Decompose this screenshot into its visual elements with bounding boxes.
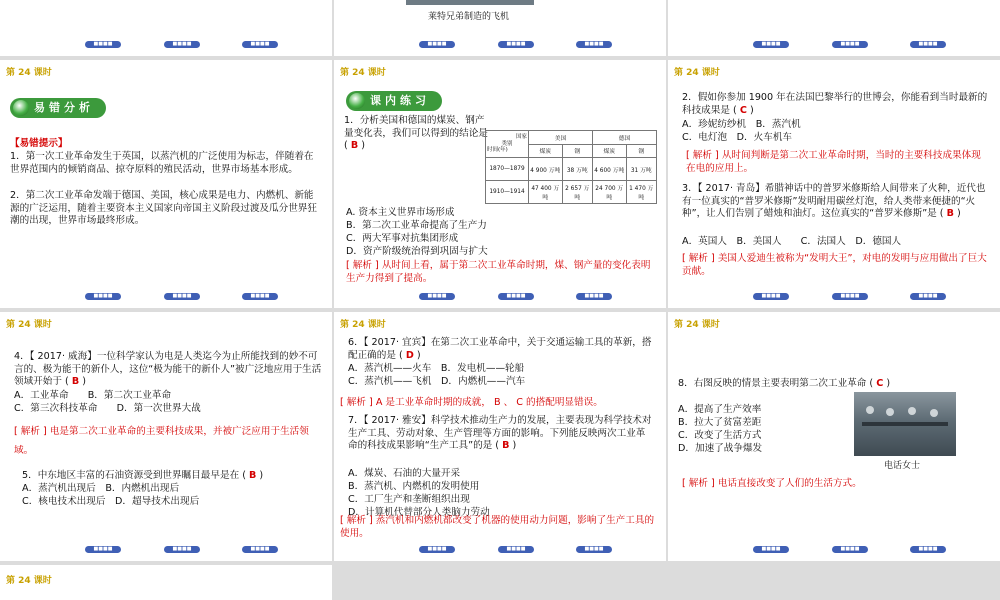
nav-next-button[interactable]: ■■■■ [242,41,278,48]
slide-top-middle [334,0,666,56]
nav-home-button[interactable]: ■■■■ [498,293,534,300]
q4-options-row-1: A．工业革命 B．第二次工业革命 [14,390,172,401]
tip-paragraph-1: 1．第一次工业革命发生于英国，以蒸汽机的广泛使用为标志，伴随着在世界范围内的倾销商品、掠夺原料的殖民活动，世界市场基本形成。 [10,151,314,175]
nav-next-button[interactable]: ■■■■ [910,293,946,300]
q7-option-b: B．蒸汽机、内燃机的发明使用 [348,481,480,492]
slide-nav [668,41,1000,51]
nav-next-button[interactable]: ■■■■ [910,546,946,553]
value-cell: 24 700 万吨 [592,181,626,204]
period-cell: 1910—1914 [486,181,529,204]
tip-title: 【易错提示】 [10,138,68,149]
question-1: 1．分析美国和德国的煤炭、钢产量变化表，我们可以得到的结论是 ( B ) [344,115,488,152]
q8-option-b: B．拉大了贫富差距 [678,417,762,428]
nav-next-button[interactable]: ■■■■ [910,41,946,48]
option-c: C．两大军事对抗集团形成 [346,233,459,244]
airplane-caption: 莱特兄弟制造的飞机 [428,12,510,22]
q7-option-c: C．工厂生产和垄断组织出现 [348,494,470,505]
answer: B [350,140,359,152]
slide-bottom-left [0,565,332,600]
question-6: 6．【 2017· 宜宾】在第二次工业革命中，关于交通运输工具的革新，搭配正确的是 ( D ) [348,337,652,361]
slide-error-analysis [0,60,332,308]
slide-q6-q7 [334,312,666,561]
q7-analysis: [ 解析 ] 蒸汽机和内燃机都改变了机器的使用动力问题，影响了生产工具的使用。 [340,515,655,539]
section-header-practice [346,91,442,111]
q8-option-c: C．改变了生活方式 [678,430,762,441]
nav-home-button[interactable]: ■■■■ [164,546,200,553]
q6-options-row-2: C．蒸汽机——飞机 D．内燃机——汽车 [348,376,526,387]
slide-top-left [0,0,332,56]
nav-home-button[interactable]: ■■■■ [164,41,200,48]
lesson-label: 第 24 课时 [674,68,720,78]
nav-home-button[interactable]: ■■■■ [832,546,868,553]
answer: B [946,208,954,220]
question-7: 7．【 2017· 雅安】科学技术推动生产力的发展，主要表现为科学技术对生产工具、劳动对象、生产管理等方面的影响。下列能反映两次工业革命的科技成果影响“生产工具”的是 ( B ) [348,415,652,452]
slide-practice [334,60,666,308]
q2-options-row-2: C．电灯泡 D．火车机车 [682,132,793,143]
section-title: 易错分析 [34,101,94,114]
option-b: B．第二次工业革命提高了生产力 [346,220,487,231]
nav-home-button[interactable]: ■■■■ [498,41,534,48]
answer: B [71,376,80,388]
green-ball-icon [13,100,29,116]
table-row [486,158,657,181]
q5-options-row-1: A．蒸汽机出现后 B．内燃机出现后 [22,483,180,494]
lesson-label: 第 24 课时 [6,68,52,78]
slide-q8 [668,312,1000,561]
question-4: 4．【 2017· 威海】一位科学家认为电是人类迄今为止所能找到的妙不可言的、极为能干的新仆人，这位“极为能干的新仆人”被广泛地应用于生活领域开始于 ( B ) [14,351,322,388]
telephone-operators-photo [854,392,956,456]
category-header: 煤炭 [529,144,563,158]
slide-nav [0,546,332,556]
nav-home-button[interactable]: ■■■■ [832,293,868,300]
q8-option-a: A．提高了生产效率 [678,404,762,415]
nav-prev-button[interactable]: ■■■■ [419,546,455,553]
photo-caption: 电话女士 [884,461,921,471]
slide-nav [668,293,1000,303]
nav-next-button[interactable]: ■■■■ [242,546,278,553]
answer: B [249,470,257,481]
country-header: 德国 [592,131,656,145]
q7-option-d: D．计算机代替部分人类脑力劳动 [348,507,490,518]
question-2: 2．假如你参加 1900 年在法国巴黎举行的世博会，你能看到当时最新的科技成果是 ( C ) [682,92,988,116]
slide-nav [0,293,332,303]
lesson-label: 第 24 课时 [6,576,52,586]
tip-paragraph-2: 2．第二次工业革命发端于德国、美国，核心成果是电力、内燃机、新能源的广泛运用，随着主要资本主义国家向帝国主义阶段过渡及瓜分世界狂潮的出现，世界市场最终形成。 [10,190,317,227]
section-title: 课内练习 [370,94,430,107]
nav-prev-button[interactable]: ■■■■ [85,293,121,300]
lesson-label: 第 24 课时 [340,68,386,78]
q4-analysis: [ 解析 ] 电是第二次工业革命的主要科技成果，并被广泛应用于生活领域。 [14,426,309,456]
category-header: 钢 [626,144,656,158]
section-header-errors [10,98,106,118]
value-cell: 4 600 万吨 [592,158,626,181]
category-header: 煤炭 [592,144,626,158]
question-8: 8．右图反映的情景主要表明第二次工业革命 ( C ) [678,378,891,389]
nav-next-button[interactable]: ■■■■ [576,293,612,300]
slide-q4-q5 [0,312,332,561]
lesson-label: 第 24 课时 [6,320,52,330]
nav-home-button[interactable]: ■■■■ [832,41,868,48]
q3-options: A．英国人 B．美国人 C．法国人 D．德国人 [682,236,902,247]
question-3: 3．【 2017· 青岛】希腊神话中的普罗米修斯给人间带来了火种，近代也有一位真实的“普罗米修斯”发明耐用碳丝灯泡，给人类带来便捷的“火种”，让人们告别了蜡烛和油灯。这位真实的“普罗米修斯”是 ( B ) [682,183,986,220]
lesson-label: 第 24 课时 [340,320,386,330]
slide-nav [668,546,1000,556]
value-cell: 4 900 万吨 [529,158,563,181]
slide-nav [334,293,666,303]
slide-nav [334,41,666,51]
value-cell: 38 万吨 [562,158,592,181]
value-cell: 31 万吨 [626,158,656,181]
analysis: [ 解析 ] 从时间上看，属于第二次工业革命时期，煤、钢产量的变化表明生产力得到了提高。 [346,260,651,284]
question-5: 5．中东地区丰富的石油资源受到世界瞩目最早是在 ( B ) [22,470,264,481]
answer: C [739,104,747,116]
nav-prev-button[interactable]: ■■■■ [753,546,789,553]
nav-next-button[interactable]: ■■■■ [242,293,278,300]
answer: D [405,349,414,361]
nav-home-button[interactable]: ■■■■ [164,293,200,300]
q2-analysis: [ 解析 ] 从时间判断是第二次工业革命时期，当时的主要科技成果体现在电的应用上。 [686,150,981,174]
slide-q2-q3 [668,60,1000,308]
table-corner: 国家 类别 时间(年) [486,131,529,158]
green-ball-icon [349,93,365,109]
value-cell: 1 470 万吨 [626,181,656,204]
nav-next-button[interactable]: ■■■■ [576,546,612,553]
q6-analysis: [ 解析 ] A 是工业革命时期的成就， B 、 C 的搭配明显错误。 [340,397,603,408]
slide-nav [0,41,332,51]
slide-top-right [668,0,1000,56]
q7-option-a: A．煤炭、石油的大量开采 [348,468,461,479]
country-header: 美国 [529,131,593,145]
nav-prev-button[interactable]: ■■■■ [85,546,121,553]
value-cell: 47 400 万吨 [529,181,563,204]
q8-analysis: [ 解析 ] 电话直接改变了人们的生活方式。 [682,478,862,489]
q8-option-d: D．加速了战争爆发 [678,443,763,454]
nav-prev-button[interactable]: ■■■■ [419,41,455,48]
q3-analysis: [ 解析 ] 美国人爱迪生被称为“发明大王”，对电的发明与应用做出了巨大贡献。 [682,253,987,277]
option-d: D．资产阶级统治得到巩固与扩大 [346,246,488,257]
nav-prev-button[interactable]: ■■■■ [85,41,121,48]
q5-options-row-2: C．核电技术出现后 D．超导技术出现后 [22,496,200,507]
answer: C [876,378,884,389]
airplane-photo [406,0,534,5]
slide-nav [334,546,666,556]
answer: B [502,440,510,452]
nav-next-button[interactable]: ■■■■ [576,41,612,48]
value-cell: 2 657 万吨 [562,181,592,204]
q2-options-row-1: A．珍妮纺纱机 B．蒸汽机 [682,119,801,130]
nav-prev-button[interactable]: ■■■■ [753,41,789,48]
period-cell: 1870—1879 [486,158,529,181]
q4-options-row-2: C．第三次科技革命 D．第一次世界大战 [14,403,201,414]
table-row [486,181,657,204]
category-header: 钢 [562,144,592,158]
nav-prev-button[interactable]: ■■■■ [419,293,455,300]
nav-home-button[interactable]: ■■■■ [498,546,534,553]
q6-options-row-1: A．蒸汽机——火车 B．发电机——轮船 [348,363,525,374]
lesson-label: 第 24 课时 [674,320,720,330]
option-a: A. 资本主义世界市场形成 [346,207,455,218]
nav-prev-button[interactable]: ■■■■ [753,293,789,300]
production-table [485,130,657,204]
